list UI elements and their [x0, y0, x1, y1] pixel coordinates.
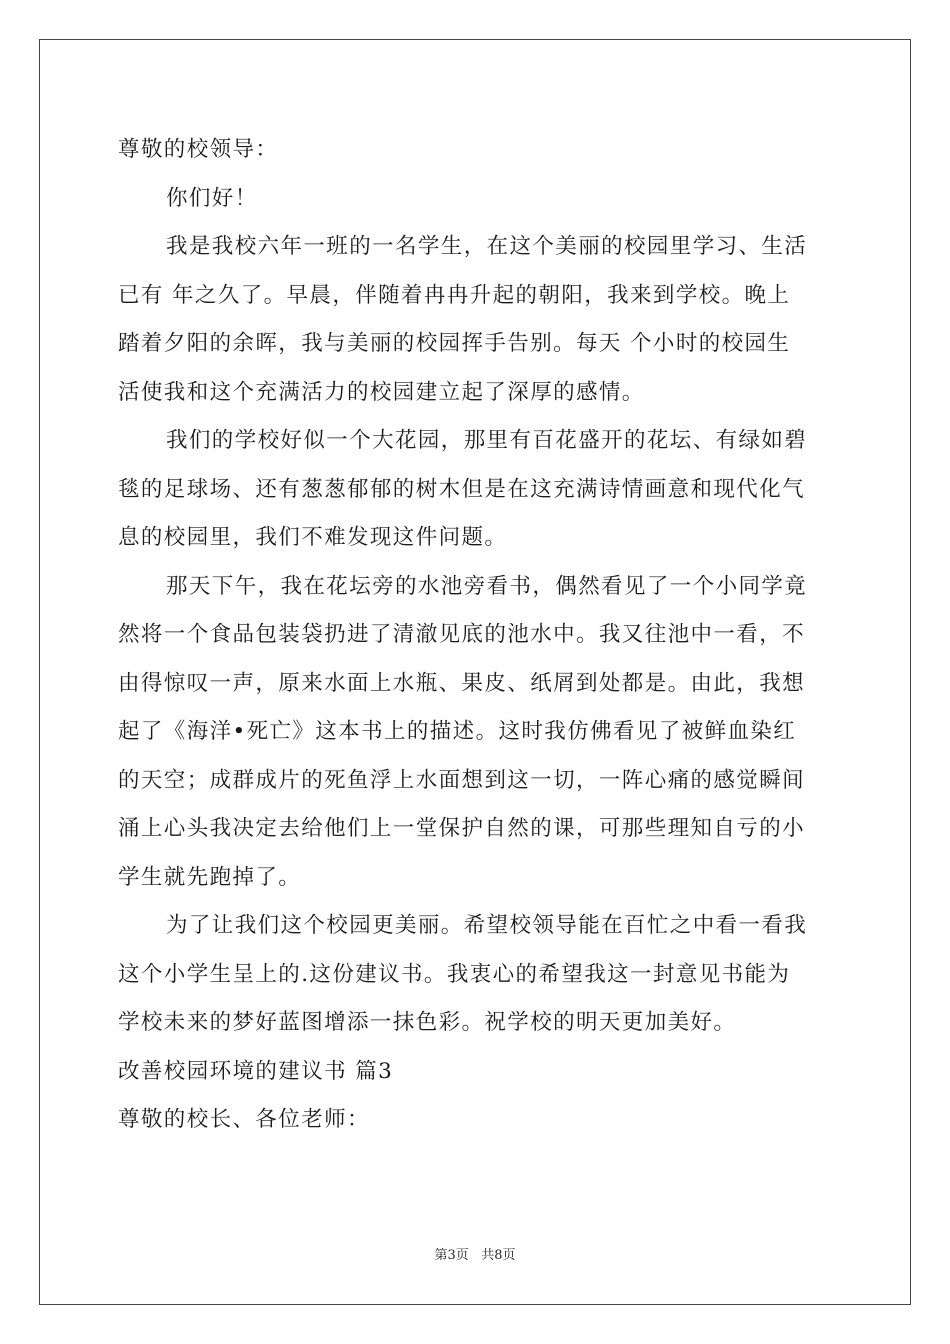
paragraph-line: 踏着夕阳的余晖，我与美丽的校园挥手告别。每天 个小时的校园生 — [118, 331, 791, 356]
paragraph-line: 那天下午，我在花坛旁的水池旁看书，偶然看见了一个小同学竟 — [166, 573, 808, 599]
page-total: 共8页 — [481, 1248, 516, 1263]
paragraph-line: 由得惊叹一声，原来水面上水瓶、果皮、纸屑到处都是。由此，我想 — [118, 670, 806, 696]
section-heading: 改善校园环境的建议书 篇3 — [118, 1058, 394, 1084]
paragraph-line: 我是我校六年一班的一名学生，在这个美丽的校园里学习、生活 — [166, 234, 808, 259]
paragraph-line: 的天空；成群成片的死鱼浮上水面想到这一切，一阵心痛的感觉瞬间 — [118, 767, 806, 793]
greeting: 你们好！ — [166, 185, 258, 211]
paragraph-line: 我们的学校好似一个大花园，那里有百花盛开的花坛、有绿如碧 — [166, 428, 808, 453]
paragraph-line: 活使我和这个充满活力的校园建立起了深厚的感情。 — [118, 379, 645, 405]
paragraph-line: 涌上心头我决定去给他们上一堂保护自然的课，可那些理知自亏的小 — [118, 816, 806, 841]
paragraph-line: 起了《海洋•死亡》这本书上的描述。这时我仿佛看见了被鲜血染红 — [118, 719, 797, 744]
paragraph-line: 息的校园里，我们不难发现这件问题。 — [118, 525, 508, 550]
paragraph-line: 已有 年之久了。早晨，伴随着冉冉升起的朝阳，我来到学校。晚上 — [118, 282, 791, 308]
paragraph-line: 学校未来的梦好蓝图增添一抹色彩。祝学校的明天更加美好。 — [118, 1010, 737, 1035]
salutation: 尊敬的校领导： — [118, 137, 279, 162]
paragraph-line: 然将一个食品包装袋扔进了清澈见底的池水中。我又往池中一看，不 — [118, 622, 806, 647]
salutation: 尊敬的校长、各位老师： — [118, 1107, 370, 1132]
page-number: 第3页 — [434, 1248, 469, 1263]
paragraph-line: 为了让我们这个校园更美丽。希望校领导能在百忙之中看一看我 — [166, 913, 808, 938]
paragraph-line: 毯的足球场、还有葱葱郁郁的树木但是在这充满诗情画意和现代化气 — [118, 476, 806, 502]
paragraph-line: 这个小学生呈上的.这份建议书。我衷心的希望我这一封意见书能为 — [118, 961, 791, 987]
paragraph-line: 学生就先跑掉了。 — [118, 864, 302, 890]
page-footer — [0, 1244, 950, 1263]
document-body — [118, 126, 834, 1145]
